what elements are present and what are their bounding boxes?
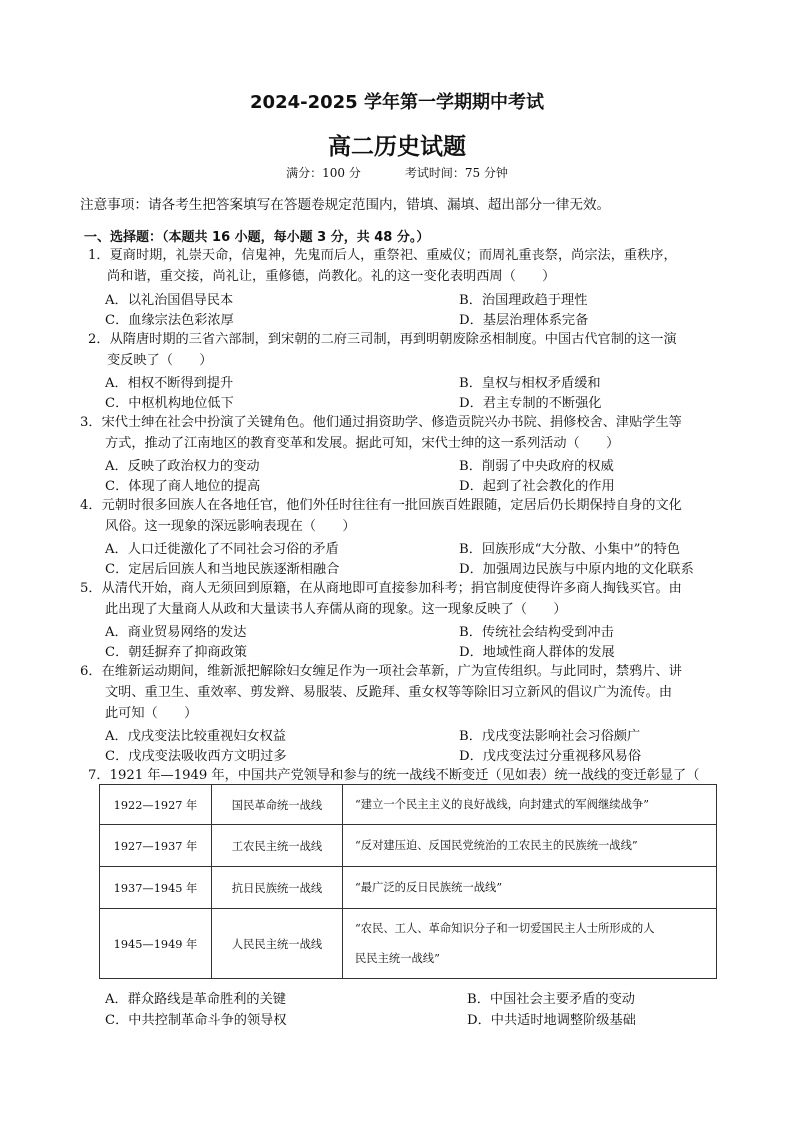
table-cell-desc: “反对建压迫、反国民党统治的工农民主的民族统一战线”: [343, 825, 717, 867]
table-desc-line: 民民主统一战线”: [355, 951, 440, 965]
question-line: 7．1921 年—1949 年，中国共产党领导和参与的统一战线不断变迁（见如表）统一战线的变迁彰显了（: [88, 768, 700, 783]
table-row: [100, 867, 717, 909]
option-b[interactable]: B．治国理政趋于理性: [459, 293, 588, 308]
question-3: [80, 412, 682, 454]
table-cell-name: 工农民主统一战线: [212, 825, 343, 867]
option-b[interactable]: B．回族形成“大分散、小集中”的特色: [459, 542, 680, 557]
question-line: 尚和谐，重交接，尚礼让，重修德，尚教化。礼的这一变化表明西周（ ）: [107, 269, 556, 284]
question-line: 6．在维新运动期间，维新派把解除妇女缠足作为一项社会革新，广为宣传组织。与此同时，禁鸦片、讲: [80, 664, 682, 679]
option-d[interactable]: D．起到了社会教化的作用: [459, 479, 615, 494]
table-cell-period: 1945—1949 年: [100, 909, 212, 979]
table-cell-period: 1922—1927 年: [100, 785, 212, 825]
option-a[interactable]: A．群众路线是革命胜利的关键: [105, 992, 286, 1007]
option-d[interactable]: D．君主专制的不断强化: [459, 396, 602, 411]
exam-duration: 考试时间：75 分钟: [404, 166, 508, 180]
table-cell-period: 1927—1937 年: [100, 825, 212, 867]
question-6: [80, 661, 682, 724]
option-d[interactable]: D．基层治理体系完备: [459, 313, 589, 328]
table-row: [100, 909, 717, 979]
table-cell-period: 1937—1945 年: [100, 867, 212, 909]
question-line: 4．元朝时很多回族人在各地任官，他们外任时往往有一批回族百姓跟随，定居后仍长期保持自身的文化: [80, 498, 682, 513]
table-row: [100, 825, 717, 867]
option-b[interactable]: B．戊戌变法影响社会习俗颇广: [459, 729, 641, 744]
table-cell-desc: “建立一个民主主义的良好战线，向封建式的军阀继续战争”: [343, 785, 717, 825]
question-line: 1．夏商时期，礼崇天命，信鬼神，先鬼而后人，重祭祀、重威仪；而周礼重丧祭，尚宗法，重秩序，: [88, 248, 677, 263]
question-7: [88, 765, 699, 786]
option-b[interactable]: B．削弱了中央政府的权威: [459, 459, 614, 474]
table-cell-name: 抗日民族统一战线: [212, 867, 343, 909]
table-cell-desc: “最广泛的反日民族统一战线”: [343, 867, 717, 909]
option-c[interactable]: C．戊戌变法吸收西方文明过多: [105, 749, 287, 764]
option-d[interactable]: D．地域性商人群体的发展: [459, 645, 615, 660]
question-line: 此出现了大量商人从政和大量读书人弃儒从商的现象。这一现象反映了（ ）: [105, 602, 567, 617]
option-a[interactable]: A．商业贸易网络的发达: [105, 625, 247, 640]
option-d[interactable]: D．加强周边民族与中原内地的文化联系: [459, 562, 694, 577]
united-front-table: [99, 784, 717, 979]
question-line: 文明、重卫生、重效率、剪发辫、易服装、反跪拜、重女权等等除旧习立新风的倡议广为流传。由: [105, 685, 673, 700]
question-2: [88, 329, 677, 371]
option-b[interactable]: B．中国社会主要矛盾的变动: [467, 992, 635, 1007]
option-c[interactable]: C．朝廷摒弃了抑商政策: [105, 645, 247, 660]
option-a[interactable]: A．人口迁徙激化了不同社会习俗的矛盾: [105, 542, 339, 557]
option-d[interactable]: D．戊戌变法过分重视移风易俗: [459, 749, 642, 764]
notice-text: 注意事项：请各考生把答案填写在答题卷规定范围内，错填、漏填、超出部分一律无效。: [80, 197, 611, 213]
option-c[interactable]: C．中枢机构地位低下: [105, 396, 234, 411]
option-c[interactable]: C．中共控制革命斗争的领导权: [105, 1013, 287, 1028]
option-c[interactable]: C．体现了商人地位的提高: [105, 479, 261, 494]
question-4: [80, 495, 682, 537]
question-1: [88, 245, 677, 287]
option-a[interactable]: A．反映了政治权力的变动: [105, 459, 260, 474]
question-line: 方式，推动了江南地区的教育变革和发展。据此可知，宋代士绅的这一系列活动（ ）: [105, 436, 620, 451]
option-a[interactable]: A．戊戌变法比较重视妇女权益: [105, 729, 286, 744]
table-cell-name: 人民民主统一战线: [212, 909, 343, 979]
table-row: [100, 785, 717, 825]
full-score: 满分：100 分: [286, 166, 361, 180]
question-line: 5．从清代开始，商人无须回到原籍，在从商地即可直接参加科考；捐官制度使得许多商人掏钱买官。由: [80, 581, 682, 596]
exam-meta: [0, 164, 794, 181]
option-c[interactable]: C．血缘宗法色彩浓厚: [105, 313, 234, 328]
question-5: [80, 578, 682, 620]
question-line: 2．从隋唐时期的三省六部制，到宋朝的二府三司制，再到明朝废除丞相制度。中国古代官制的这一演: [88, 332, 677, 347]
option-d[interactable]: D．中共适时地调整阶级基础: [467, 1013, 636, 1028]
question-line: 此可知（ ）: [105, 706, 198, 721]
exam-title: 2024-2025 学年第一学期期中考试: [250, 92, 544, 113]
question-line: 3．宋代士绅在社会中扮演了关键角色。他们通过捐资助学、修造贡院兴办书院、捐修校舍、津贴学生等: [80, 415, 682, 430]
option-c[interactable]: C．定居后回族人和当地民族逐渐相融合: [105, 562, 340, 577]
table-cell-desc: [343, 909, 717, 979]
question-line: 风俗。这一现象的深远影响表现在（ ）: [105, 519, 356, 534]
subject-title: 高二历史试题: [328, 134, 466, 160]
table-cell-name: 国民革命统一战线: [212, 785, 343, 825]
table-desc-line: “农民、工人、革命知识分子和一切爱国民主人士所形成的人: [355, 921, 655, 935]
option-a[interactable]: A．以礼治国倡导民本: [105, 293, 234, 308]
option-b[interactable]: B．皇权与相权矛盾缓和: [459, 376, 601, 391]
question-line: 变反映了（ ）: [107, 353, 213, 368]
option-b[interactable]: B．传统社会结构受到冲击: [459, 625, 614, 640]
section-heading: 一、选择题：（本题共 16 小题，每小题 3 分，共 48 分。）: [84, 230, 430, 245]
option-a[interactable]: A．相权不断得到提升: [105, 376, 234, 391]
